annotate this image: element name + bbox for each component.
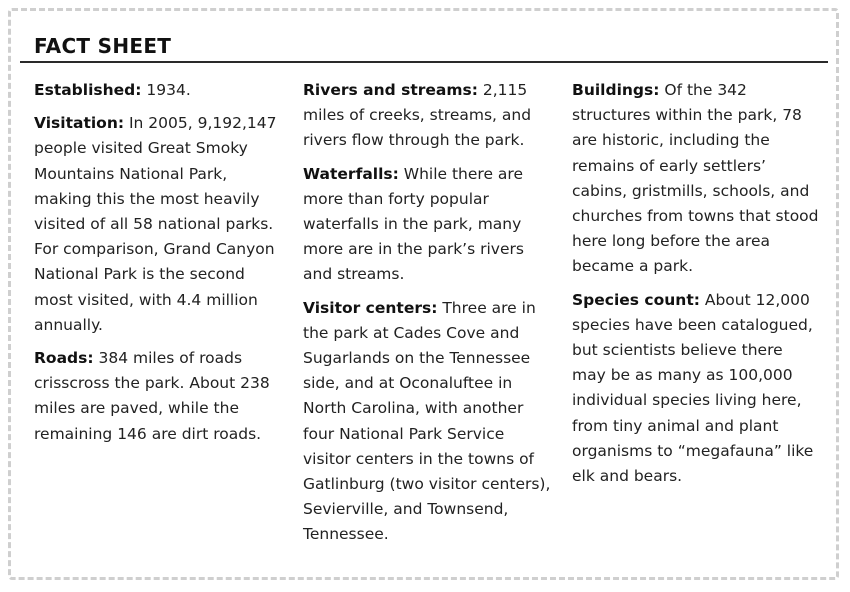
fact-label: Species count: — [572, 290, 700, 309]
fact-text: While there are more than forty popular waterfalls in the park, many more are in the park’s rivers and streams. — [303, 164, 524, 284]
fact-label: Roads: — [34, 349, 94, 368]
title-rule — [20, 61, 828, 63]
fact-established — [34, 78, 282, 103]
fact-label: Visitor centers: — [303, 298, 438, 317]
fact-label: Waterfalls: — [303, 164, 399, 183]
fact-roads — [34, 346, 282, 447]
fact-rivers-and-streams — [303, 78, 553, 154]
fact-visitor-centers — [303, 296, 553, 548]
column-2 — [303, 78, 553, 556]
fact-buildings — [572, 78, 820, 280]
fact-visitation — [34, 111, 282, 338]
fact-waterfalls — [303, 162, 553, 288]
fact-text: 1934. — [141, 81, 191, 99]
column-3 — [572, 78, 820, 497]
fact-sheet — [20, 28, 828, 568]
fact-text: Of the 342 structures within the park, 78 are historic, including the remains of early settlers’ cabins, gristmills, schools, and churches from towns that stood here long before the area became a park. — [572, 81, 819, 276]
fact-text: 2,115 miles of creeks, streams, and rivers flow through the park. — [303, 81, 532, 150]
fact-text: About 12,000 species have been catalogued, but scientists believe there may be as many as 100,000 individual species living here, from tiny animal and plant organisms to “megafauna” like elk and bears. — [572, 290, 814, 486]
fact-text: 384 miles of roads crisscross the park. About 238 miles are paved, while the remaining 146 are dirt roads. — [34, 349, 270, 443]
fact-text: Three are in the park at Cades Cove and Sugarlands on the Tennessee side, and at Oconaluftee in North Carolina, with another four National Park Service visitor centers in the towns of Gatlinburg (two visitor centers), Sevierville, and Townsend, Tennessee. — [303, 298, 551, 544]
fact-label: Established: — [34, 81, 142, 99]
fact-label: Visitation: — [34, 114, 125, 133]
column-1 — [34, 78, 282, 455]
fact-label: Rivers and streams: — [303, 81, 478, 99]
fact-text: In 2005, 9,192,147 people visited Great Smoky Mountains National Park, making this the most heavily visited of all 58 national parks. For comparison, Grand Canyon National Park is the second most visited, with 4.4 million annually. — [34, 114, 277, 334]
fact-sheet-title: FACT SHEET — [34, 34, 172, 58]
fact-species-count — [572, 288, 820, 490]
fact-label: Buildings: — [572, 81, 660, 99]
